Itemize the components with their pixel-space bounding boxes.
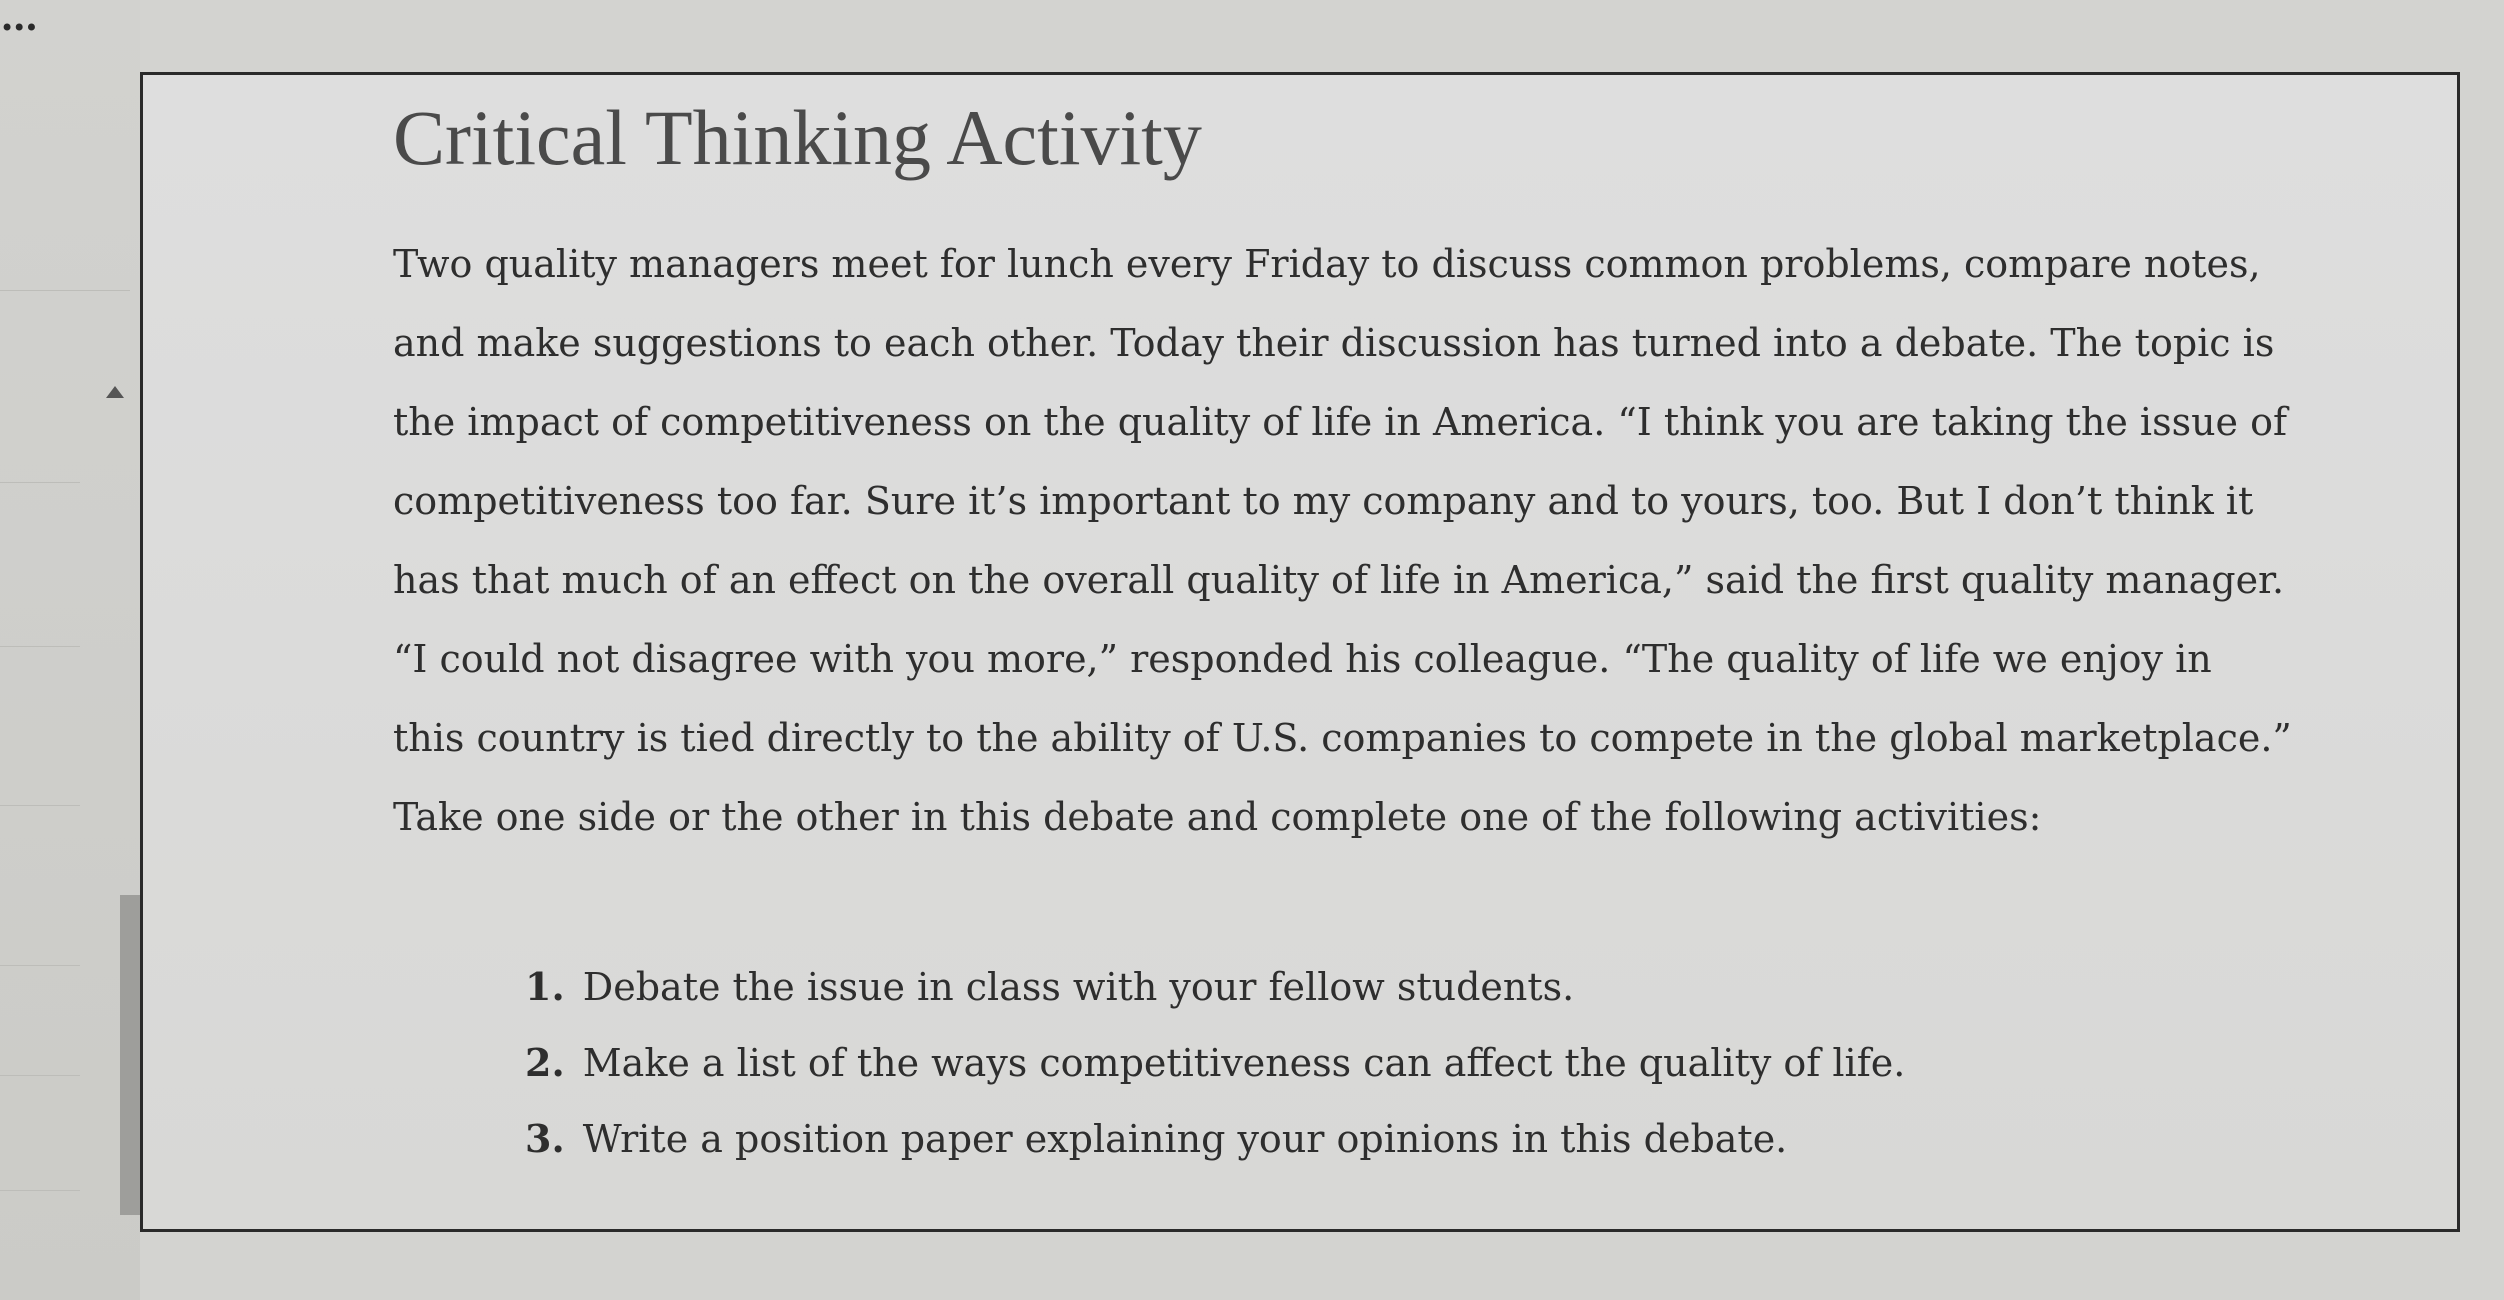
divider [0, 646, 80, 647]
divider [0, 290, 130, 291]
list-item [525, 949, 2293, 1025]
list-text: Make a list of the ways competitiveness can affect the quality of life. [582, 1041, 1906, 1085]
list-number: 3. [525, 1116, 565, 1161]
document-frame [140, 72, 2460, 1232]
list-text: Write a position paper explaining your opinions in this debate. [582, 1117, 1788, 1161]
list-number: 1. [525, 964, 565, 1009]
list-item [525, 1025, 2293, 1101]
divider [0, 805, 80, 806]
list-number: 2. [525, 1040, 565, 1085]
scroll-up-icon[interactable] [106, 386, 124, 398]
more-options-icon[interactable]: ••• [0, 14, 37, 42]
document-content [393, 93, 2293, 1177]
divider [0, 1190, 80, 1191]
activities-list [393, 949, 2293, 1177]
list-item [525, 1101, 2293, 1177]
page-title: Critical Thinking Activity [393, 94, 1202, 181]
divider [0, 482, 80, 483]
divider [0, 965, 80, 966]
list-text: Debate the issue in class with your fellow students. [582, 965, 1575, 1009]
body-paragraph: Two quality managers meet for lunch every Friday to discuss common problems, compare notes, and make suggestions to each other. Today their discussion has turned into a debate. The topic is the impact of competitiveness on the quality of life in America. “I think you are taking the issue of competitiveness too far. Sure it’s important to my company and to yours, too. But I don’t think it has that much of an effect on the overall quality of life in America,” said the first quality manager. “I could not disagree with you more,” responded his colleague. “The quality of life we enjoy in this country is tied directly to the ability of U.S. companies to compete in the global marketplace.” Take one side or the other in this debate and complete one of the following activities: [393, 242, 2292, 839]
left-sidebar [0, 0, 140, 1300]
divider [0, 1075, 80, 1076]
